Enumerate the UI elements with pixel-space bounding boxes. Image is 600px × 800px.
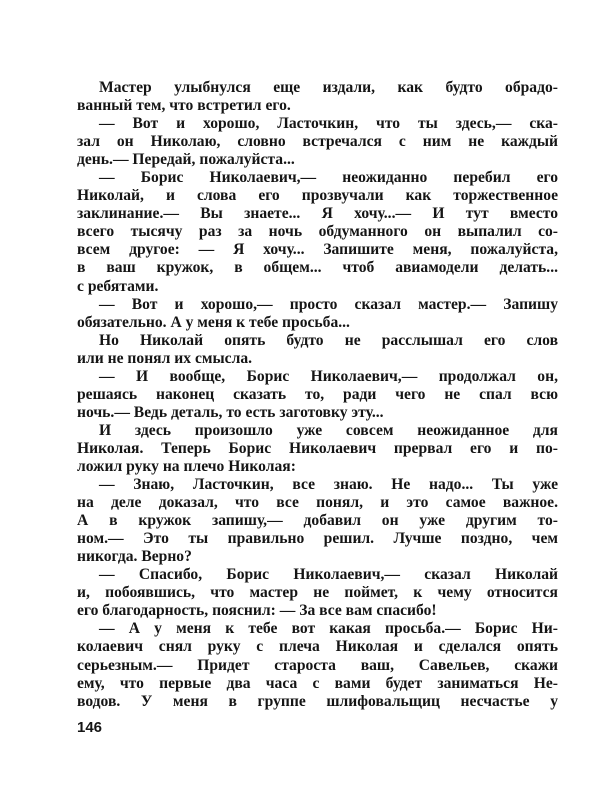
text-line: заклинание.— Вы знаете... Я хочу...— И тут вместо bbox=[77, 205, 558, 223]
text-line: — Борис Николаевич,— неожиданно перебил его bbox=[99, 169, 558, 187]
text-line: — Спасибо, Борис Николаевич,— сказал Николай bbox=[99, 566, 558, 584]
text-line: на деле доказал, что все понял, и это самое важное. bbox=[77, 494, 558, 512]
text-line: и, побоявшись, что мастер не поймет, к чему относится bbox=[77, 584, 558, 602]
text-line: решаясь наконец сказать то, ради чего не спал всю bbox=[77, 385, 558, 403]
text-line: ванный тем, что встретил его. bbox=[77, 97, 291, 115]
text-line: — А у меня к тебе вот какая просьба.— Борис Ни- bbox=[99, 620, 558, 638]
text-line: ему, что первые два часа с вами будет заниматься Не- bbox=[77, 674, 558, 692]
text-line: в ваш кружок, в общем... чтоб авиамодели делать... bbox=[77, 259, 558, 277]
text-line: всем другое: — Я хочу... Запишите меня, пожалуйста, bbox=[77, 241, 558, 259]
text-line: И здесь произошло уже совсем неожиданное для bbox=[99, 421, 558, 439]
text-line: день.— Передай, пожалуйста... bbox=[77, 151, 295, 169]
text-line: ложил руку на плечо Николая: bbox=[77, 457, 296, 475]
text-line: Николай, и слова его прозвучали как торжественное bbox=[77, 187, 558, 205]
text-line: всего тысячу раз за ночь обдуманного он выпалил со- bbox=[77, 223, 558, 241]
text-line: водов. У меня в группе шлифовальщиц несчастье у bbox=[77, 692, 558, 710]
text-line: ночь.— Ведь деталь, то есть заготовку эту... bbox=[77, 403, 384, 421]
text-line: — Вот и хорошо,— просто сказал мастер.— Запишу bbox=[99, 295, 558, 313]
text-line: Мастер улыбнулся еще издали, как будто обрадо- bbox=[99, 79, 558, 96]
text-line: его благодарность, пояснил: — За все вам спасибо! bbox=[77, 602, 437, 620]
text-line: обязательно. А у меня к тебе просьба... bbox=[77, 313, 350, 331]
text-line: Но Николай опять будто не расслышал его слов bbox=[99, 331, 558, 349]
text-line: — Знаю, Ласточкин, все знаю. Не надо... Ты уже bbox=[99, 476, 558, 494]
text-line: колаевич снял руку с плеча Николая и сделался опять bbox=[77, 638, 558, 656]
text-line: — Вот и хорошо, Ласточкин, что ты здесь,— ска- bbox=[99, 115, 558, 133]
text-line: с ребятами. bbox=[77, 277, 159, 295]
text-line: никогда. Верно? bbox=[77, 548, 192, 566]
text-line: А в кружок запишу,— добавил он уже другим то- bbox=[77, 512, 558, 530]
text-line: или не понял их смысла. bbox=[77, 349, 253, 367]
text-line: — И вообще, Борис Николаевич,— продолжал он, bbox=[99, 367, 558, 385]
text-line: ном.— Это ты правильно решил. Лучше поздно, чем bbox=[77, 530, 558, 548]
text-line: зал он Николаю, словно встречался с ним не каждый bbox=[77, 133, 558, 151]
text-line: Николая. Теперь Борис Николаевич прервал его и по- bbox=[77, 439, 558, 457]
page-number: 146 bbox=[77, 719, 103, 736]
book-page-text bbox=[77, 79, 558, 711]
text-line: серьезным.— Придет староста ваш, Савельев, скажи bbox=[77, 656, 558, 674]
